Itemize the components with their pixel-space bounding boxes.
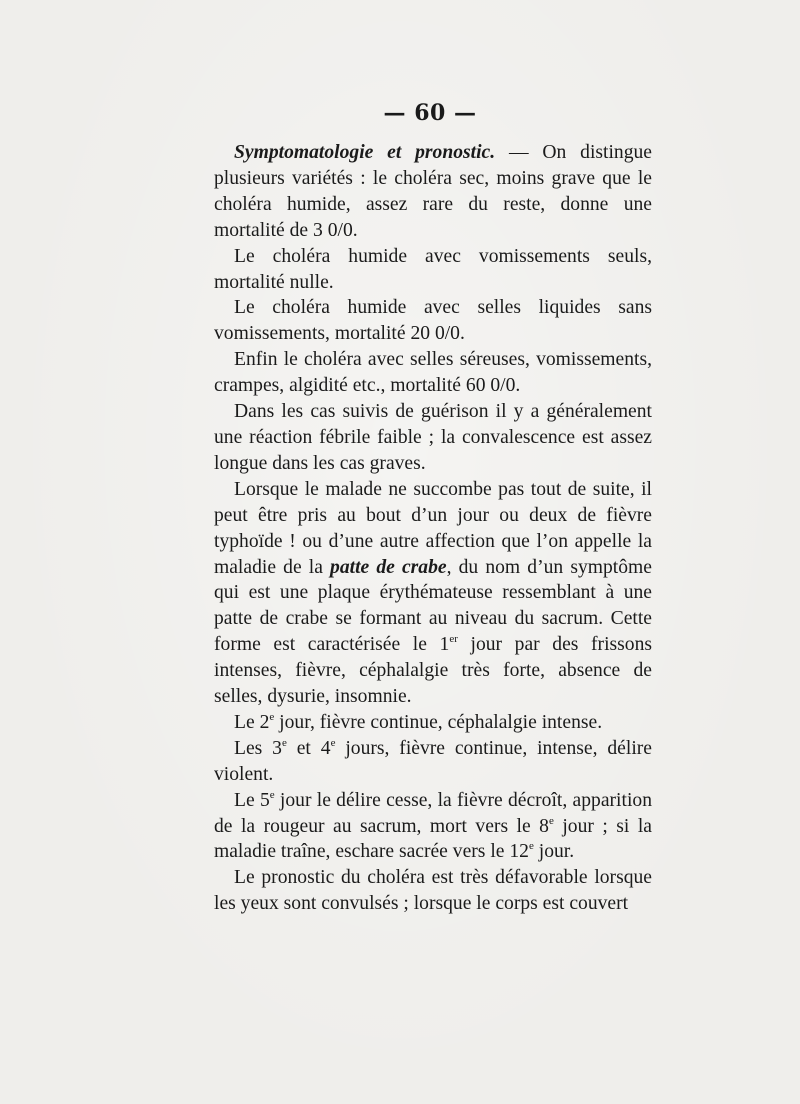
superscript: er [449,633,458,646]
paragraph-text: — On distingue plusieurs variétés : le choléra sec, moins grave que le choléra humide, assez rare du reste, donne une mortalité de 3 0/0. [214,142,652,241]
superscript: e [330,736,336,749]
paragraph-text: Le 2 [234,711,270,733]
paragraph-text: jour ; si la maladie traîne, eschare sacrée vers le 12 [214,815,652,863]
paragraph-text: jour. [533,841,575,863]
superscript: e [281,736,287,749]
superscript: e [269,788,275,801]
superscript: e [528,840,534,853]
paragraph-text: Le choléra humide avec vomissements seuls, mortalité nulle. [214,245,652,293]
paragraph-text: Le 5 [234,789,270,811]
paragraph-text: Enfin le choléra avec selles séreuses, vomissements, crampes, algidité etc., mortalité 60 0/0. [214,349,652,397]
paragraph-10 [214,865,652,917]
paragraph-text: Le pronostic du choléra est très défavorable lorsque les yeux sont convulsés ; lorsque le corps est couvert [214,867,652,915]
paragraph-2 [214,244,652,296]
paragraph-4 [214,347,652,399]
paragraph-9 [214,788,652,866]
paragraph-text: jour, fièvre continue, céphalalgie intense. [274,711,603,733]
section-heading: Symptomatologie et pronostic. [234,142,496,163]
paragraph-text: Lorsque le malade ne succombe pas tout de suite, il peut être pris au bout d’un jour ou deux de fièvre typhoïde ! ou d’une autre affection que l’on appelle la maladie de la [214,478,652,578]
italic-term: patte de crabe [330,556,447,578]
superscript: e [269,710,275,723]
paragraph-8 [214,736,652,788]
paragraph-text: , du nom d’un symptôme qui est une plaque érythémateuse ressemblant à une patte de crabe se formant au niveau du sacrum. Cette forme est caractérisée le 1 [214,556,652,656]
paragraph-text: Les 3 [234,737,282,759]
paragraph-6 [214,477,652,710]
paragraph-text: jour le délire cesse, la fièvre décroît, apparition de la rougeur au sacrum, mort vers le 8 [214,789,652,837]
paragraph-text: jour par des frissons intenses, fièvre, céphalalgie très forte, absence de selles, dysurie, insomnie. [214,634,652,708]
paragraph-3 [214,295,652,347]
paragraph-text: Dans les cas suivis de guérison il y a généralement une réaction fébrile faible ; la convalescence est assez longue dans les cas graves. [214,401,652,474]
paragraph-text: Le choléra humide avec selles liquides sans vomissements, mortalité 20 0/0. [214,297,652,345]
body-text [214,140,652,917]
superscript: e [548,814,554,827]
paragraph-5 [214,399,652,477]
page-number: — 60 — [383,100,477,126]
paragraph-text: et 4 [286,737,331,759]
paragraph-7 [214,710,652,736]
paragraph-1 [214,140,652,244]
paragraph-text: jours, fièvre continue, intense, délire violent. [214,737,652,785]
